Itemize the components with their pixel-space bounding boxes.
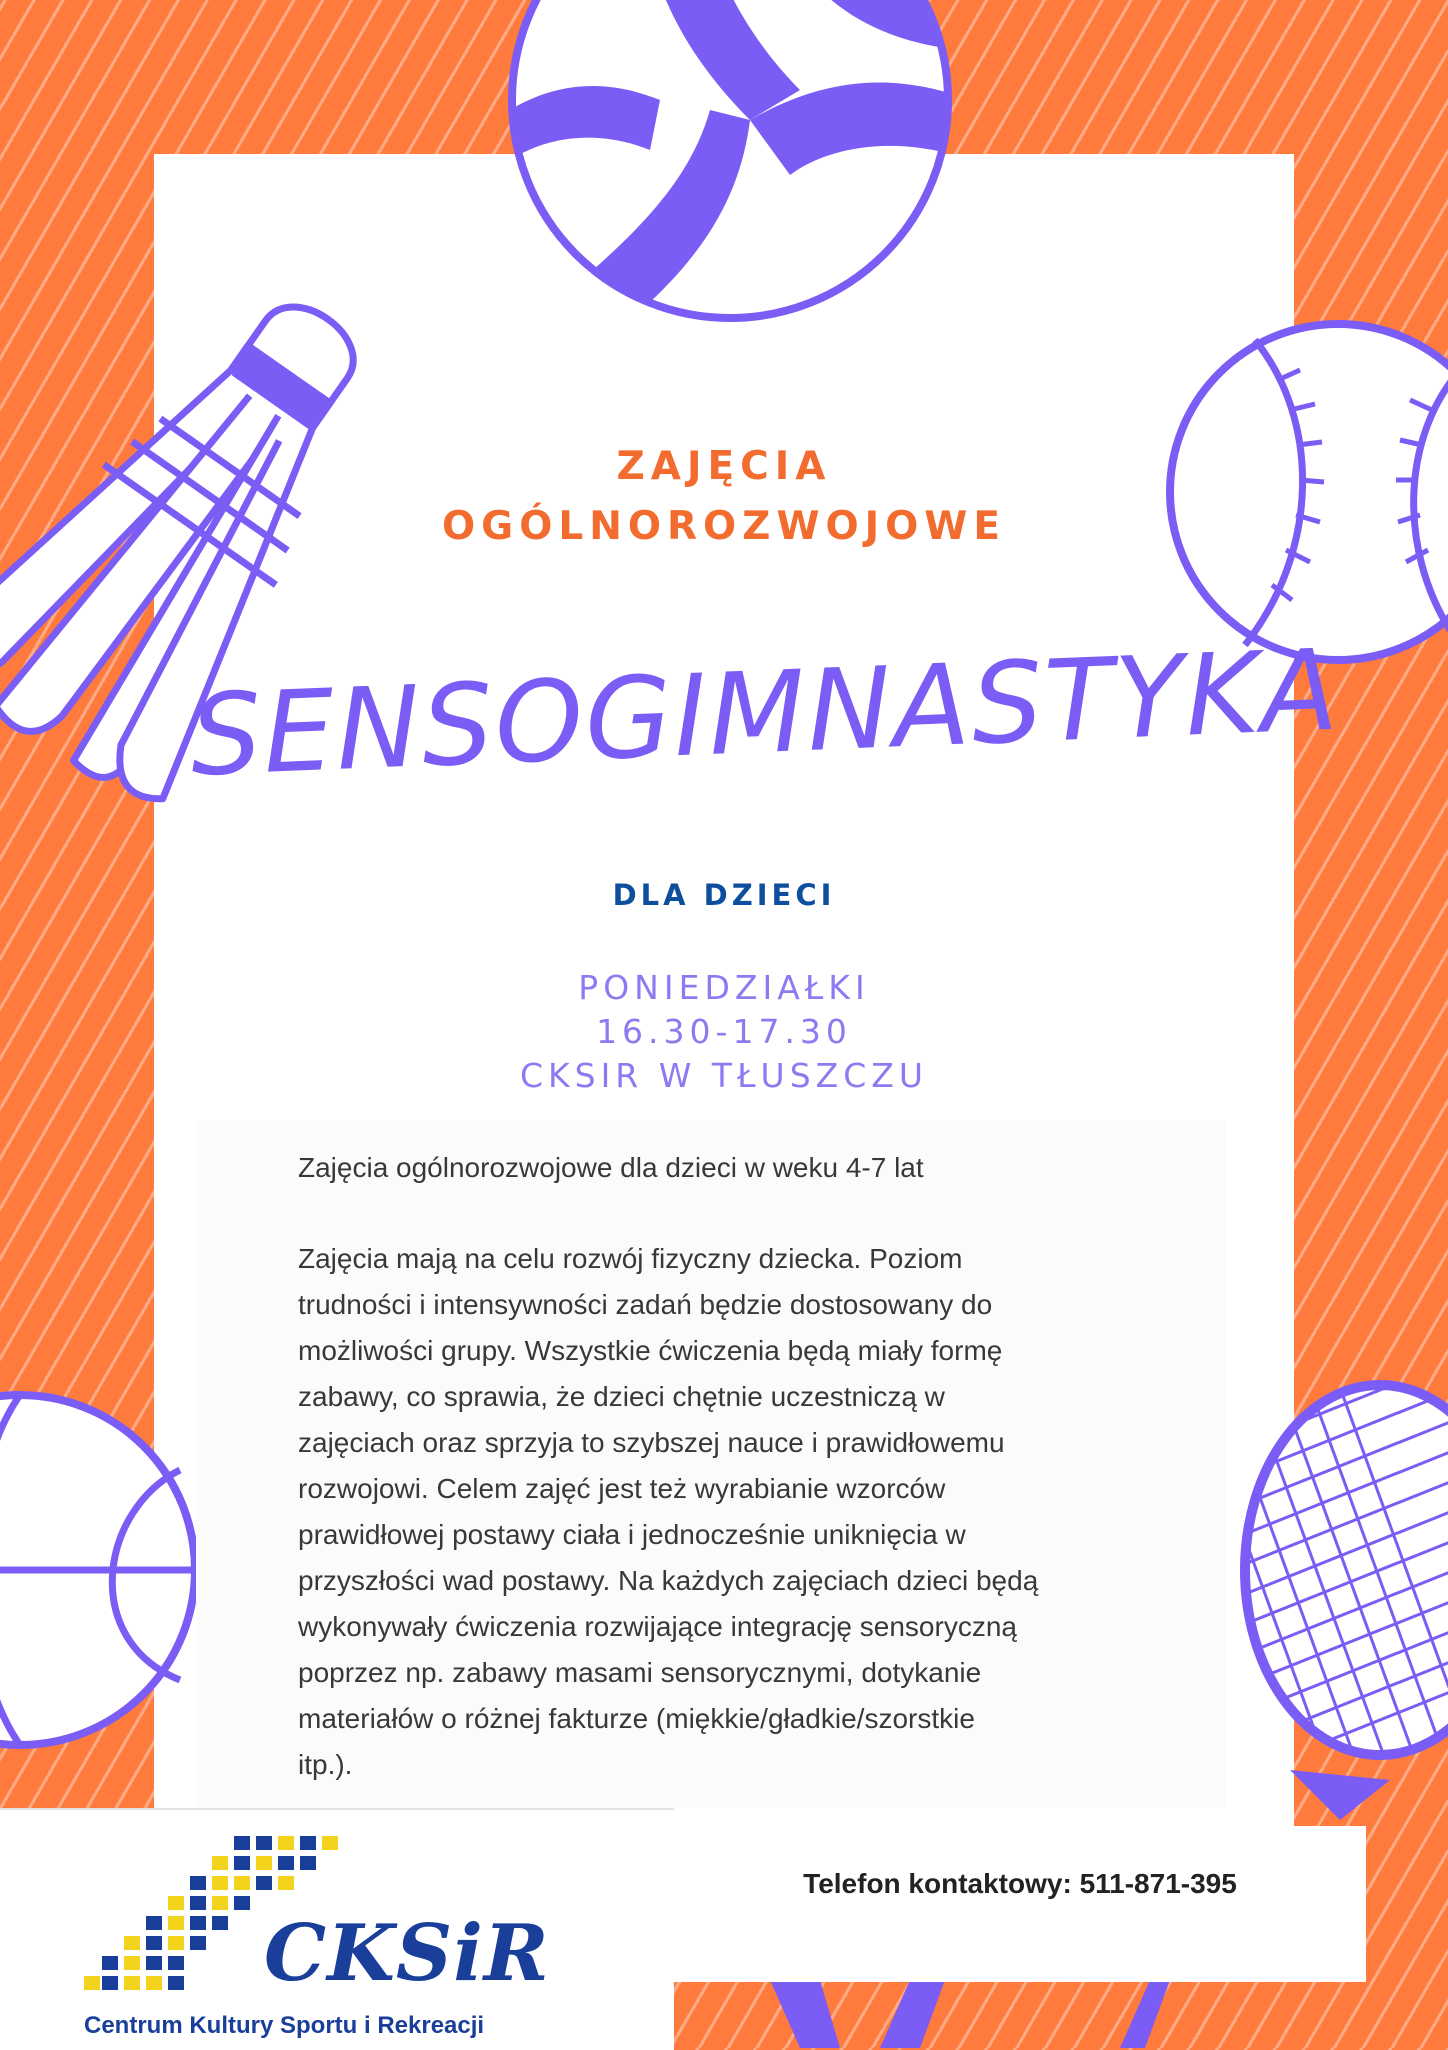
- logo-caption: Centrum Kultury Sportu i Rekreacji: [84, 2012, 485, 2039]
- schedule-day: PONIEDZIAŁKI: [578, 968, 870, 1007]
- header-line-2: OGÓLNOROZWOJOWE: [442, 504, 1006, 549]
- tennis-racket-icon: [1220, 1380, 1448, 1840]
- header-line-1: ZAJĘCIA: [616, 444, 832, 489]
- basketball-icon: [0, 1380, 200, 1760]
- contact-box: [674, 1826, 1366, 1982]
- schedule-time: 16.30-17.30: [596, 1012, 852, 1051]
- logo-name: CKSiR: [264, 1908, 550, 1999]
- main-title: SENSOGIMNASTYKA: [187, 625, 1342, 802]
- schedule-place: CKSIR W TŁUSZCZU: [519, 1056, 929, 1095]
- description-body: Zajęcia mają na celu rozwój fizyczny dziecka. Poziom trudności i intensywności zadań będzie dostosowany do możliwości grupy. Wszystkie ćwiczenia będą miały formę zabawy, co sprawia, że dzieci chętnie uczestniczą w zajęciach oraz sprzyja to szybszej nauce i prawidłowemu rozwojowi. Celem zajęć jest też wyrabianie wzorców prawidłowej postawy ciała i jednocześnie uniknięcia w przyszłości wad postawy. Na każdych zajęciach dzieci będą wykonywały ćwiczenia rozwijające integrację sensoryczną poprzez np. zabawy masami sensorycznymi, dotykanie materiałów o różnej fakturze (miękkie/gładkie/szorstkie itp.).: [298, 1243, 1039, 1780]
- volleyball-icon: [500, 0, 960, 340]
- contact-phone: Telefon kontaktowy: 511-871-395: [803, 1868, 1237, 1899]
- description-intro: Zajęcia ogólnorozwojowe dla dzieci w weku 4-7 lat: [298, 1152, 924, 1183]
- audience-label: DLA DZIECI: [612, 878, 836, 912]
- handle-ornament-icon: [760, 1980, 1220, 2048]
